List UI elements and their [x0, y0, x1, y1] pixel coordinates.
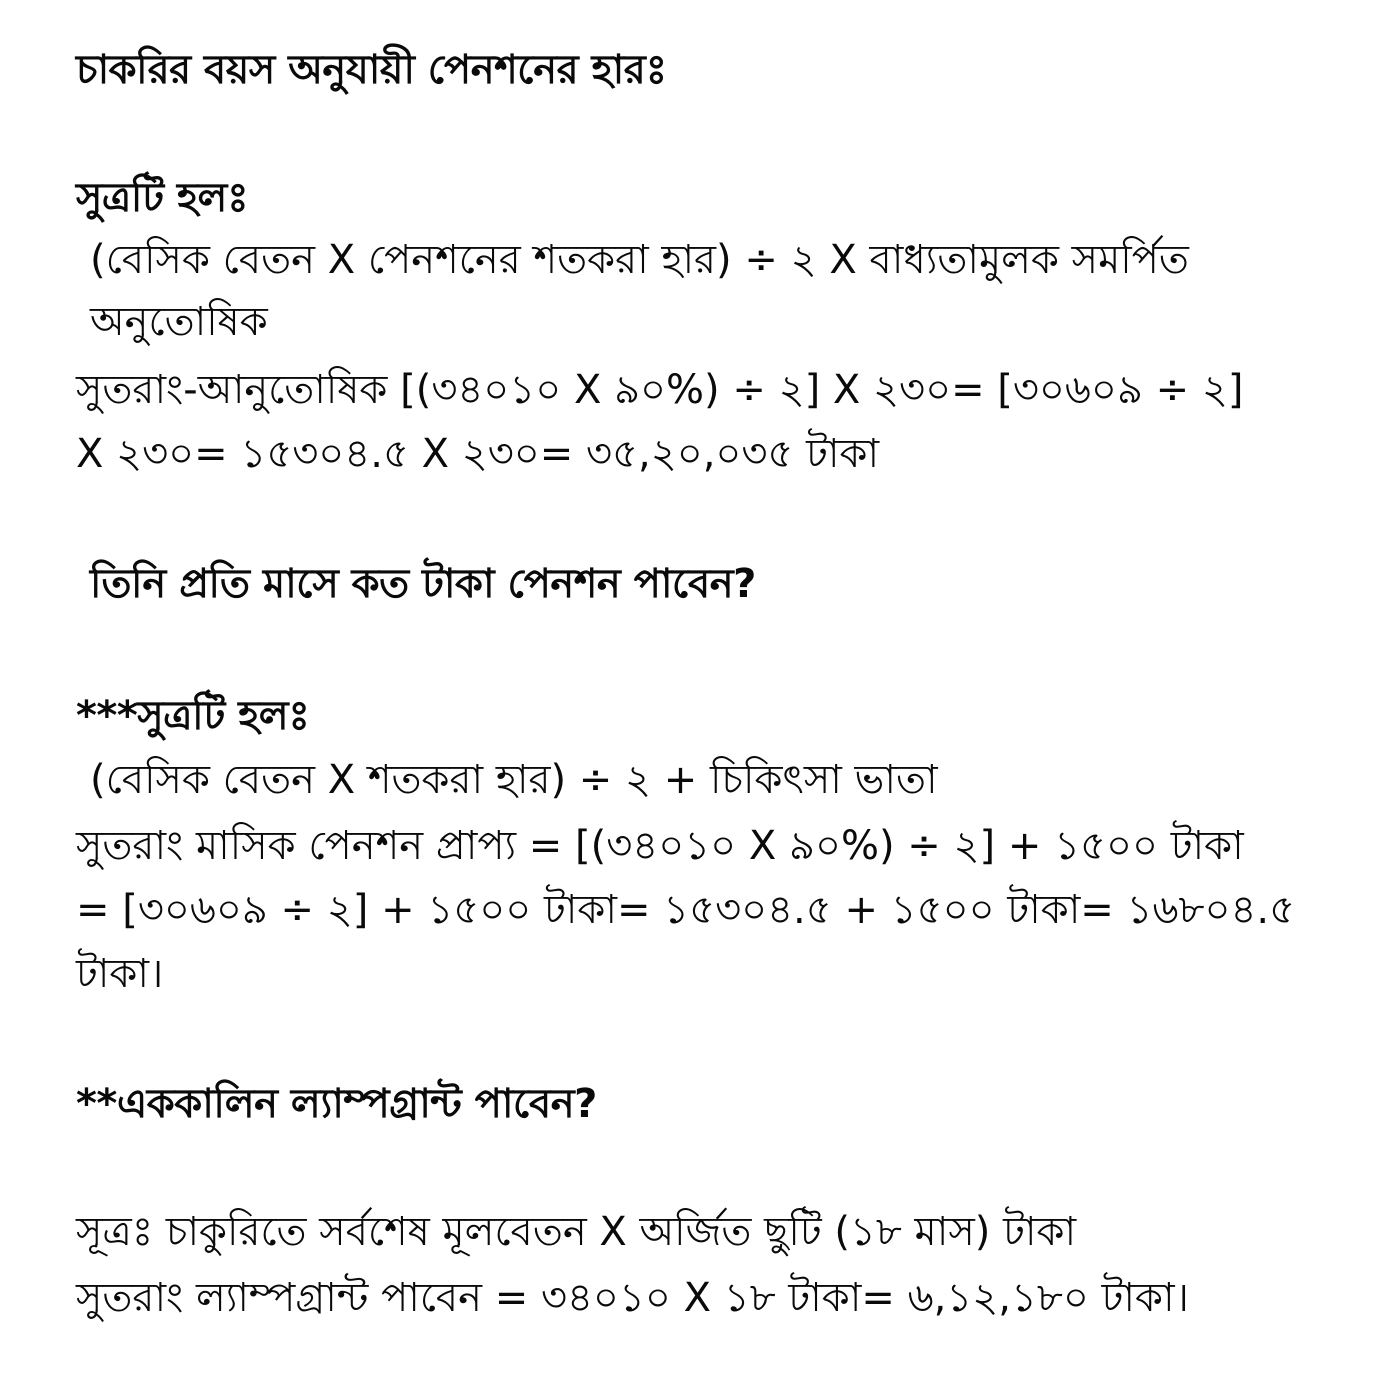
lump-grant-question: **এককালিন ল্যাম্পগ্রান্ট পাবেন?	[76, 1081, 597, 1127]
lump-grant-formula: সূত্রঃ চাকুরিতে সর্বশেষ মূলবেতন X অর্জিত ছুটি (১৮ মাস) টাকা	[76, 1209, 1077, 1255]
gratuity-calc-line1: সুতরাং-আনুতোষিক [(৩৪০১০ X ৯০%) ÷ ২] X ২৩০= [৩০৬০৯ ÷ ২]	[76, 367, 1244, 413]
lump-grant-calc: সুতরাং ল্যাম্পগ্রান্ট পাবেন = ৩৪০১০ X ১৮ টাকা= ৬,১২,১৮০ টাকা।	[76, 1275, 1189, 1321]
formula-heading: সুত্রটি হলঃ	[76, 175, 249, 221]
monthly-formula-heading: ***সুত্রটি হলঃ	[76, 693, 310, 739]
monthly-calc-line1: সুতরাং মাসিক পেনশন প্রাপ্য = [(৩৪০১০ X ৯০%) ÷ ২] + ১৫০০ টাকা	[76, 823, 1244, 869]
gratuity-formula-line1: (বেসিক বেতন X পেনশনের শতকরা হার) ÷ ২ X বাধ্যতামুলক সমর্পিত	[90, 237, 1189, 283]
gratuity-calc-line2: X ২৩০= ১৫৩০৪.৫ X ২৩০= ৩৫,২০,০৩৫ টাকা	[76, 431, 880, 477]
monthly-calc-line3: টাকা।	[76, 951, 164, 997]
monthly-pension-question: তিনি প্রতি মাসে কত টাকা পেনশন পাবেন?	[90, 561, 756, 607]
monthly-calc-line2: = [৩০৬০৯ ÷ ২] + ১৫০০ টাকা= ১৫৩০৪.৫ + ১৫০০ টাকা= ১৬৮০৪.৫	[76, 887, 1296, 933]
pension-rate-heading: চাকরির বয়স অনুযায়ী পেনশনের হারঃ	[76, 47, 667, 93]
monthly-formula-line: (বেসিক বেতন X শতকরা হার) ÷ ২ + চিকিৎসা ভাতা	[90, 757, 938, 803]
gratuity-formula-line2: অনুতোষিক	[90, 299, 268, 345]
